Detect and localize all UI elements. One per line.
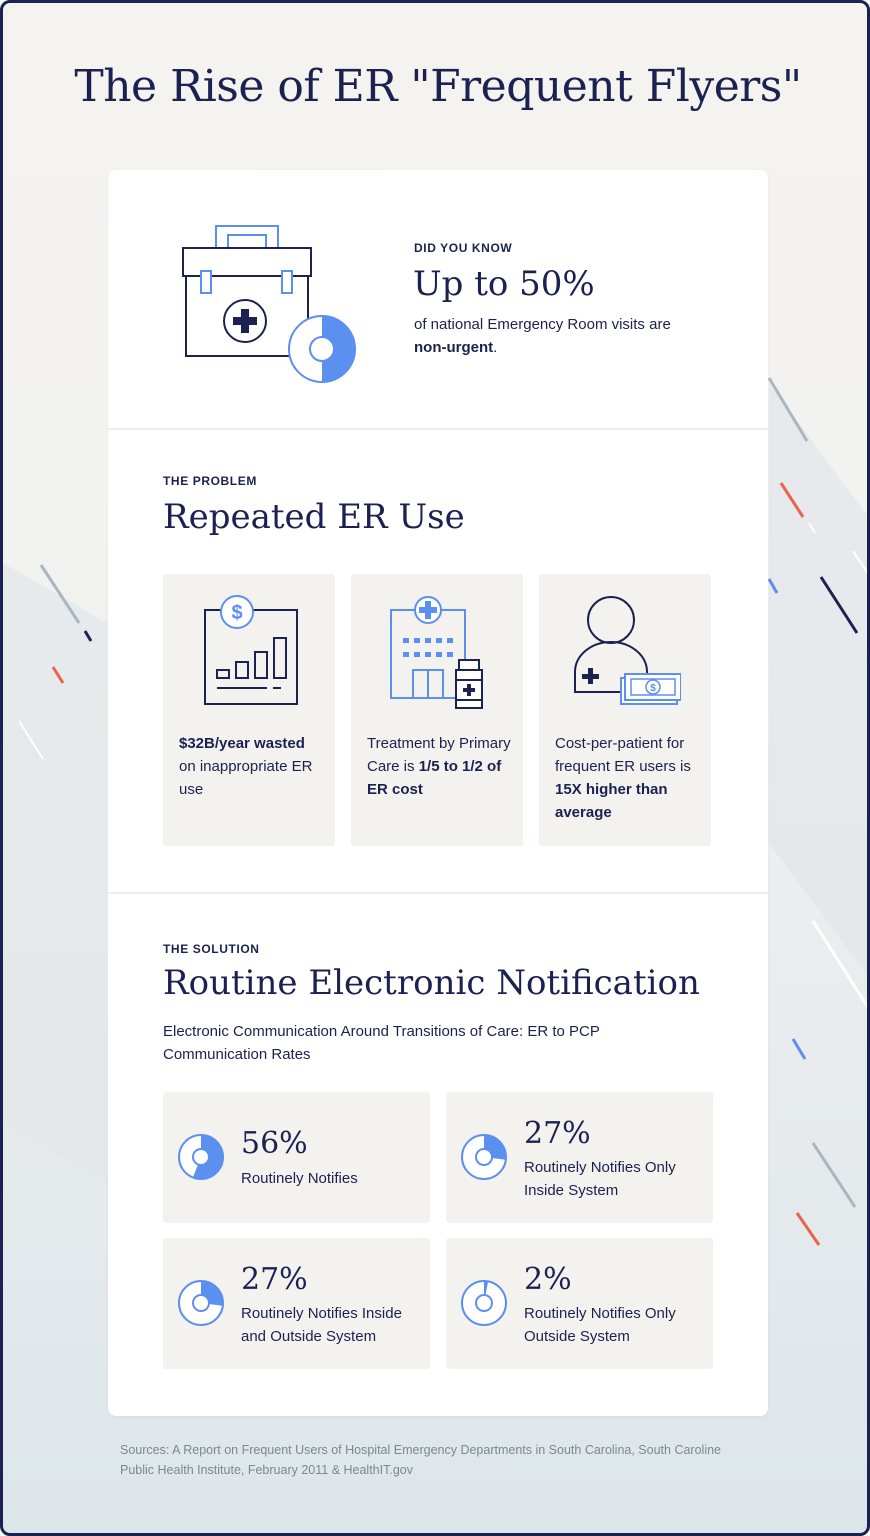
stat-label: Routinely Notifies Only Outside System <box>524 1305 676 1345</box>
solution-eyebrow: THE SOLUTION <box>163 942 260 956</box>
problem-tile-waste-bold: $32B/year wasted <box>179 735 305 752</box>
hospital-medicine-icon <box>387 596 487 714</box>
stat-value: 2% <box>524 1262 572 1297</box>
stat-value: 27% <box>241 1262 308 1297</box>
problem-tile-waste-desc: on inappropriate ER use <box>179 758 313 798</box>
sources-note: Sources: A Report on Frequent Users of Hospital Emergency Departments in South Carolina, South Caroline Public Health Institute, February 2011 & HealthIT.gov <box>120 1443 722 1477</box>
problem-tile-cost-per-patient-bold: 15X higher than average <box>555 781 668 821</box>
stat-value: 27% <box>524 1116 591 1151</box>
stat-label: Routinely Notifies Only Inside System <box>524 1159 676 1199</box>
content-card <box>108 170 768 1416</box>
problem-tile-cost-per-patient-text <box>555 732 700 824</box>
problem-tile-cost-per-patient-desc: Cost-per-patient for frequent ER users is <box>555 735 691 775</box>
problem-tile-primary-care-desc: Treatment by Primary Care is <box>367 735 511 775</box>
section-divider <box>108 892 768 894</box>
page-title: The Rise of ER "Frequent Flyers" <box>74 61 802 112</box>
svg-text:$: $ <box>231 602 243 624</box>
stat-card <box>163 1092 430 1223</box>
solution-heading: Routine Electronic Notification <box>163 963 700 1003</box>
stat-card <box>446 1092 713 1223</box>
pie-chart-icon <box>460 1133 508 1181</box>
section-divider <box>108 428 768 430</box>
problem-eyebrow: THE PROBLEM <box>163 474 257 488</box>
did-you-know-eyebrow: DID YOU KNOW <box>414 241 513 255</box>
pie-hole <box>476 1149 492 1165</box>
problem-tile-waste-text <box>179 732 324 801</box>
stat-label: Routinely Notifies <box>241 1170 358 1187</box>
pie-hole <box>193 1149 209 1165</box>
stat-label: Routinely Notifies Inside and Outside System <box>241 1305 402 1345</box>
problem-heading: Repeated ER Use <box>163 497 465 537</box>
pie-chart-icon <box>177 1133 225 1181</box>
problem-tile-cost-per-patient <box>539 574 711 846</box>
did-you-know-text <box>414 313 714 359</box>
dollar-bar-chart-icon <box>201 592 301 710</box>
pie-hole <box>476 1295 492 1311</box>
problem-tile-primary-care-bold: 1/5 to 1/2 of ER cost <box>367 758 502 798</box>
patient-money-icon <box>571 594 681 712</box>
stat-value: 56% <box>241 1126 308 1161</box>
stat-card <box>163 1238 430 1369</box>
medical-kit-pie-icon <box>182 223 362 388</box>
did-you-know-text-bold: non-urgent <box>414 339 494 356</box>
problem-tile-primary-care-text <box>367 732 512 801</box>
problem-tile-primary-care <box>351 574 523 846</box>
pie-chart-icon <box>177 1279 225 1327</box>
did-you-know-text-post: . <box>493 339 498 356</box>
problem-tile-waste <box>163 574 335 846</box>
solution-subheading: Electronic Communication Around Transitions of Care: ER to PCP Communication Rates <box>163 1023 600 1063</box>
pie-hole <box>193 1295 209 1311</box>
did-you-know-headline: Up to 50% <box>413 264 595 304</box>
stat-card <box>446 1238 713 1369</box>
pie-chart-icon <box>460 1279 508 1327</box>
did-you-know-text-pre: of national Emergency Room visits are <box>414 316 671 333</box>
svg-text:$: $ <box>650 683 656 694</box>
